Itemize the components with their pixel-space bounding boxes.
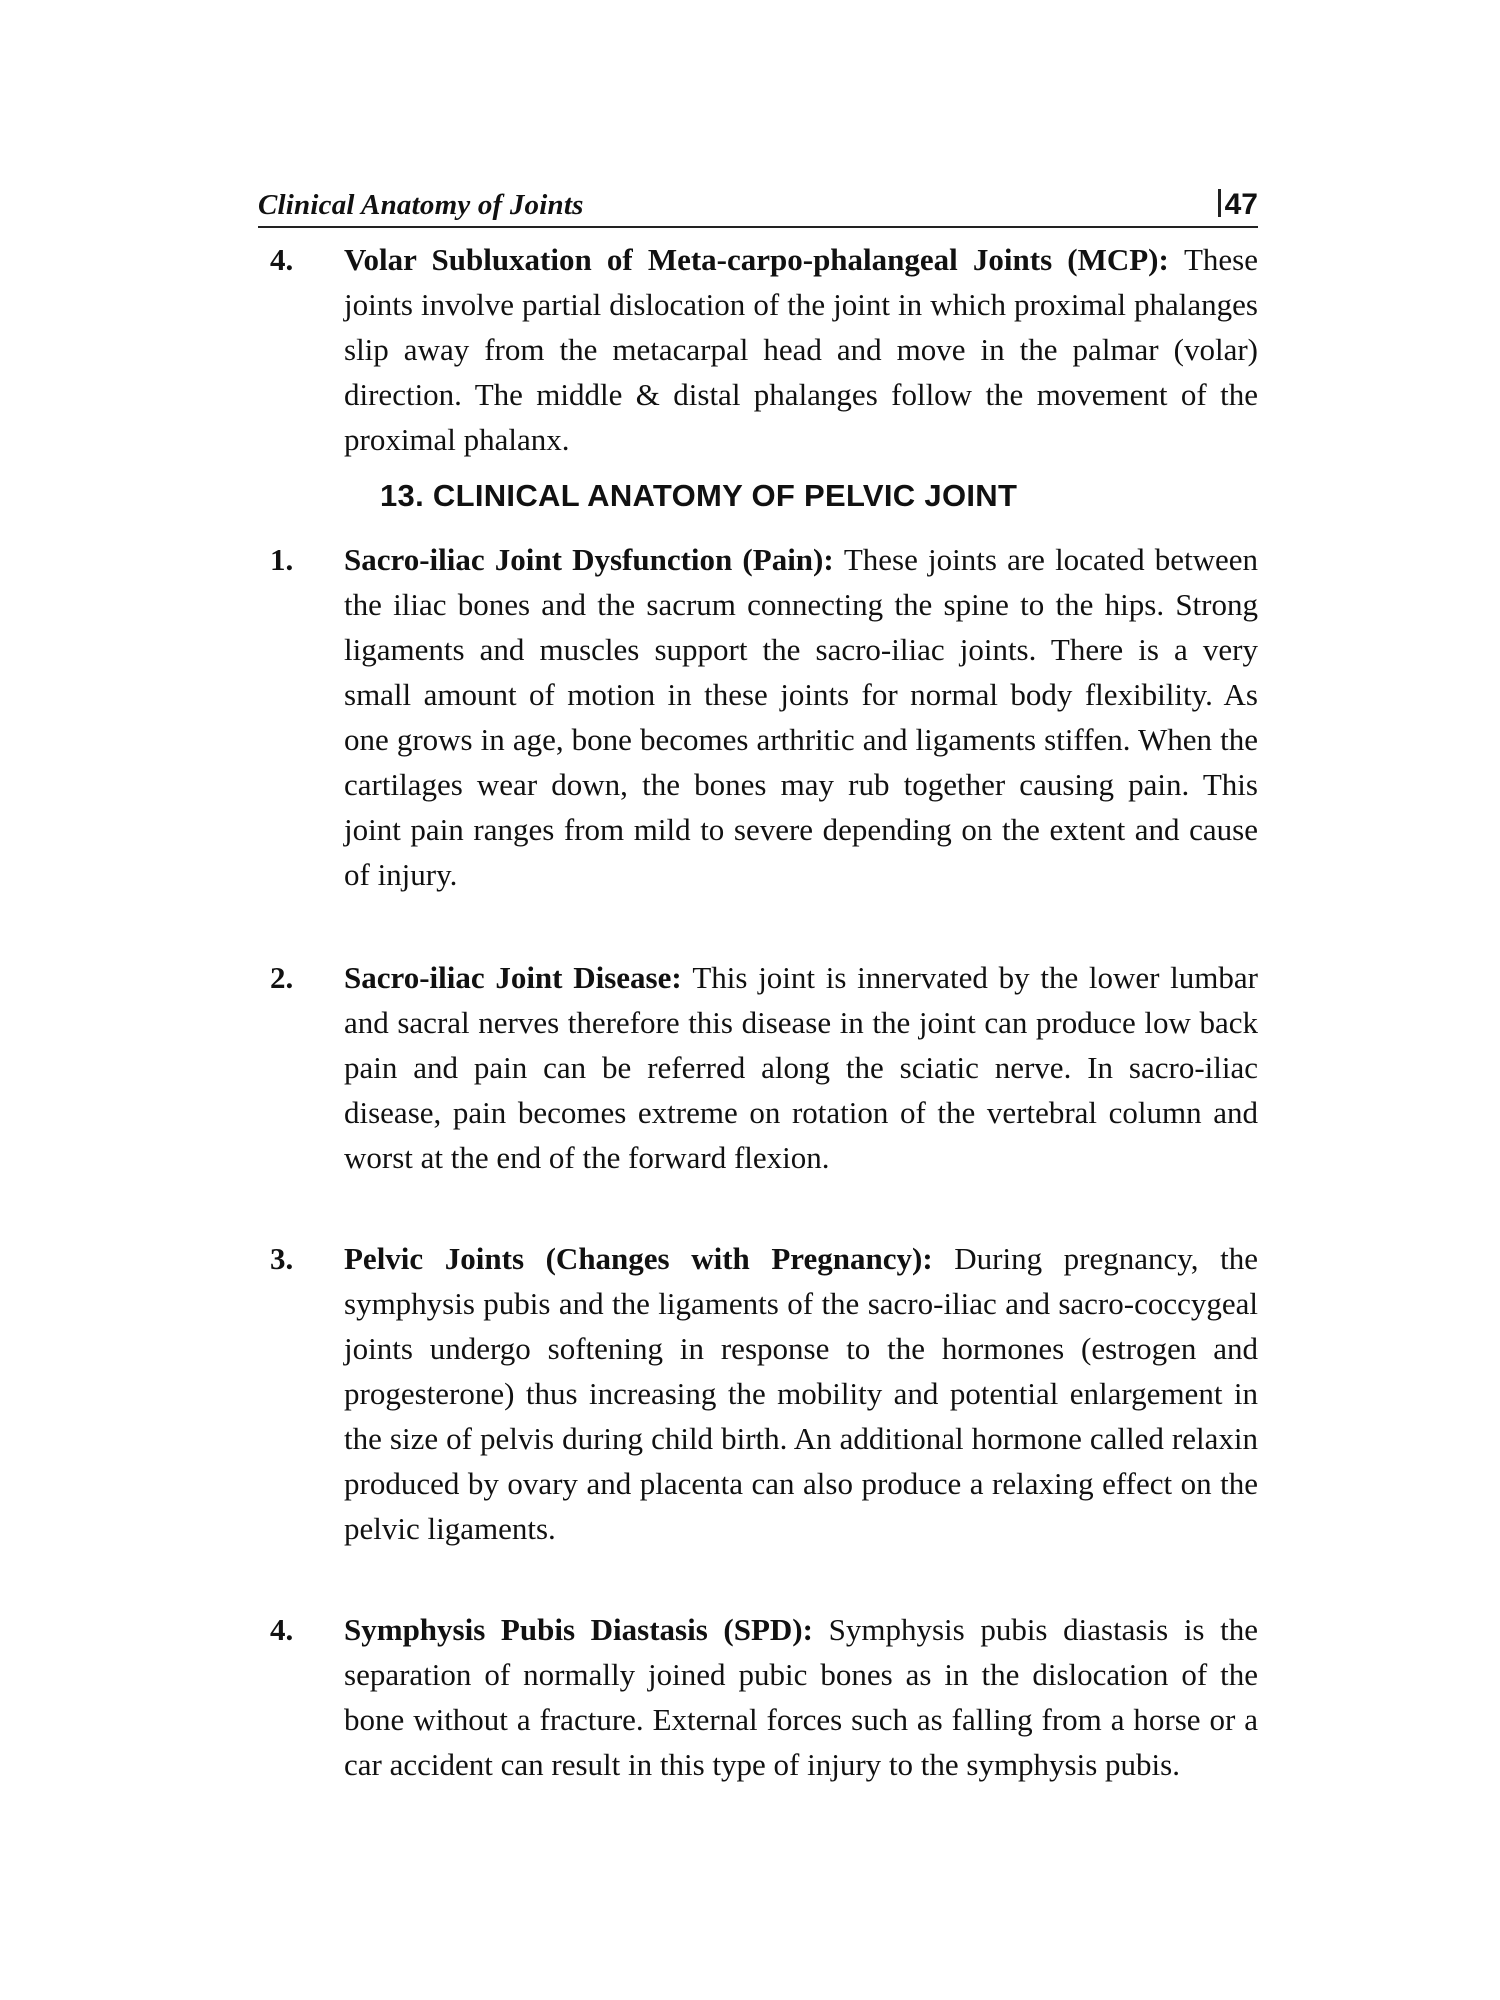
list-item-paragraph	[344, 537, 1258, 897]
term-colon: :	[1158, 242, 1184, 277]
list-item-term: Sacro-iliac Joint Dysfunction (Pain)	[344, 542, 824, 577]
list-item-term: Symphysis Pubis Diastasis (SPD)	[344, 1612, 803, 1647]
term-colon: :	[802, 1612, 829, 1647]
term-colon: :	[671, 960, 693, 995]
list-item-term: Pelvic Joints (Changes with Pregnancy)	[344, 1241, 923, 1276]
list-item-number: 1.	[270, 542, 294, 577]
running-header	[258, 178, 1258, 228]
running-header-title: Clinical Anatomy of Joints	[258, 189, 584, 221]
page-number-value: 47	[1224, 188, 1258, 221]
list-item-number: 3.	[270, 1241, 294, 1276]
page-number-divider	[1218, 189, 1221, 217]
list-item-paragraph	[344, 237, 1258, 462]
term-colon: :	[823, 542, 844, 577]
list-item-paragraph	[344, 955, 1258, 1180]
list-item-paragraph	[344, 1236, 1258, 1551]
list-item-term: Volar Subluxation of Meta-carpo-phalangeal Joints (MCP)	[344, 242, 1159, 277]
list-item-text: These joints are located between the iliac bones and the sacrum connecting the spine to the hips. Strong ligaments and muscles support the sacro-iliac joints. There is a very small amount of motion in these joints for normal body flexibility. As one grows in age, bone becomes arthritic and ligaments stiffen. When the cartilages wear down, the bones may rub together causing pain. This joint pain ranges from mild to severe depending on the extent and cause of injury.	[344, 542, 1258, 892]
list-item-text: Symphysis pubis diastasis is the separation of normally joined pubic bones as in the dislocation of the bone without a fracture. External forces such as falling from a horse or a car accident can result in this type of injury to the symphysis pubis.	[344, 1612, 1259, 1782]
section-heading: 13. CLINICAL ANATOMY OF PELVIC JOINT	[380, 478, 1018, 513]
list-item-text: This joint is innervated by the lower lumbar and sacral nerves therefore this disease in the joint can produce low back pain and pain can be referred along the sciatic nerve. In sacro-iliac disease, pain becomes extreme on rotation of the vertebral column and worst at the end of the forward flexion.	[344, 960, 1258, 1175]
list-item-text: These joints involve partial dislocation of the joint in which proximal phalanges slip away from the metacarpal head and move in the palmar (volar) direction. The middle & distal phalanges follow the movement of the proximal phalanx.	[344, 242, 1259, 457]
list-item-number: 4.	[270, 1612, 294, 1647]
list-item-number: 2.	[270, 960, 294, 995]
page-number	[1218, 188, 1258, 222]
list-item-text: During pregnancy, the symphysis pubis and the ligaments of the sacro-iliac and sacro-coccygeal joints undergo softening in response to the hormones (estrogen and progesterone) thus increasing the mobility and potential enlargement in the size of pelvis during child birth. An additional hormone called relaxin produced by ovary and placenta can also produce a relaxing effect on the pelvic ligaments.	[344, 1241, 1258, 1546]
term-colon: :	[922, 1241, 955, 1276]
list-item-term: Sacro-iliac Joint Disease	[344, 960, 672, 995]
list-item-number: 4.	[270, 242, 294, 277]
list-item-paragraph	[344, 1607, 1258, 1787]
